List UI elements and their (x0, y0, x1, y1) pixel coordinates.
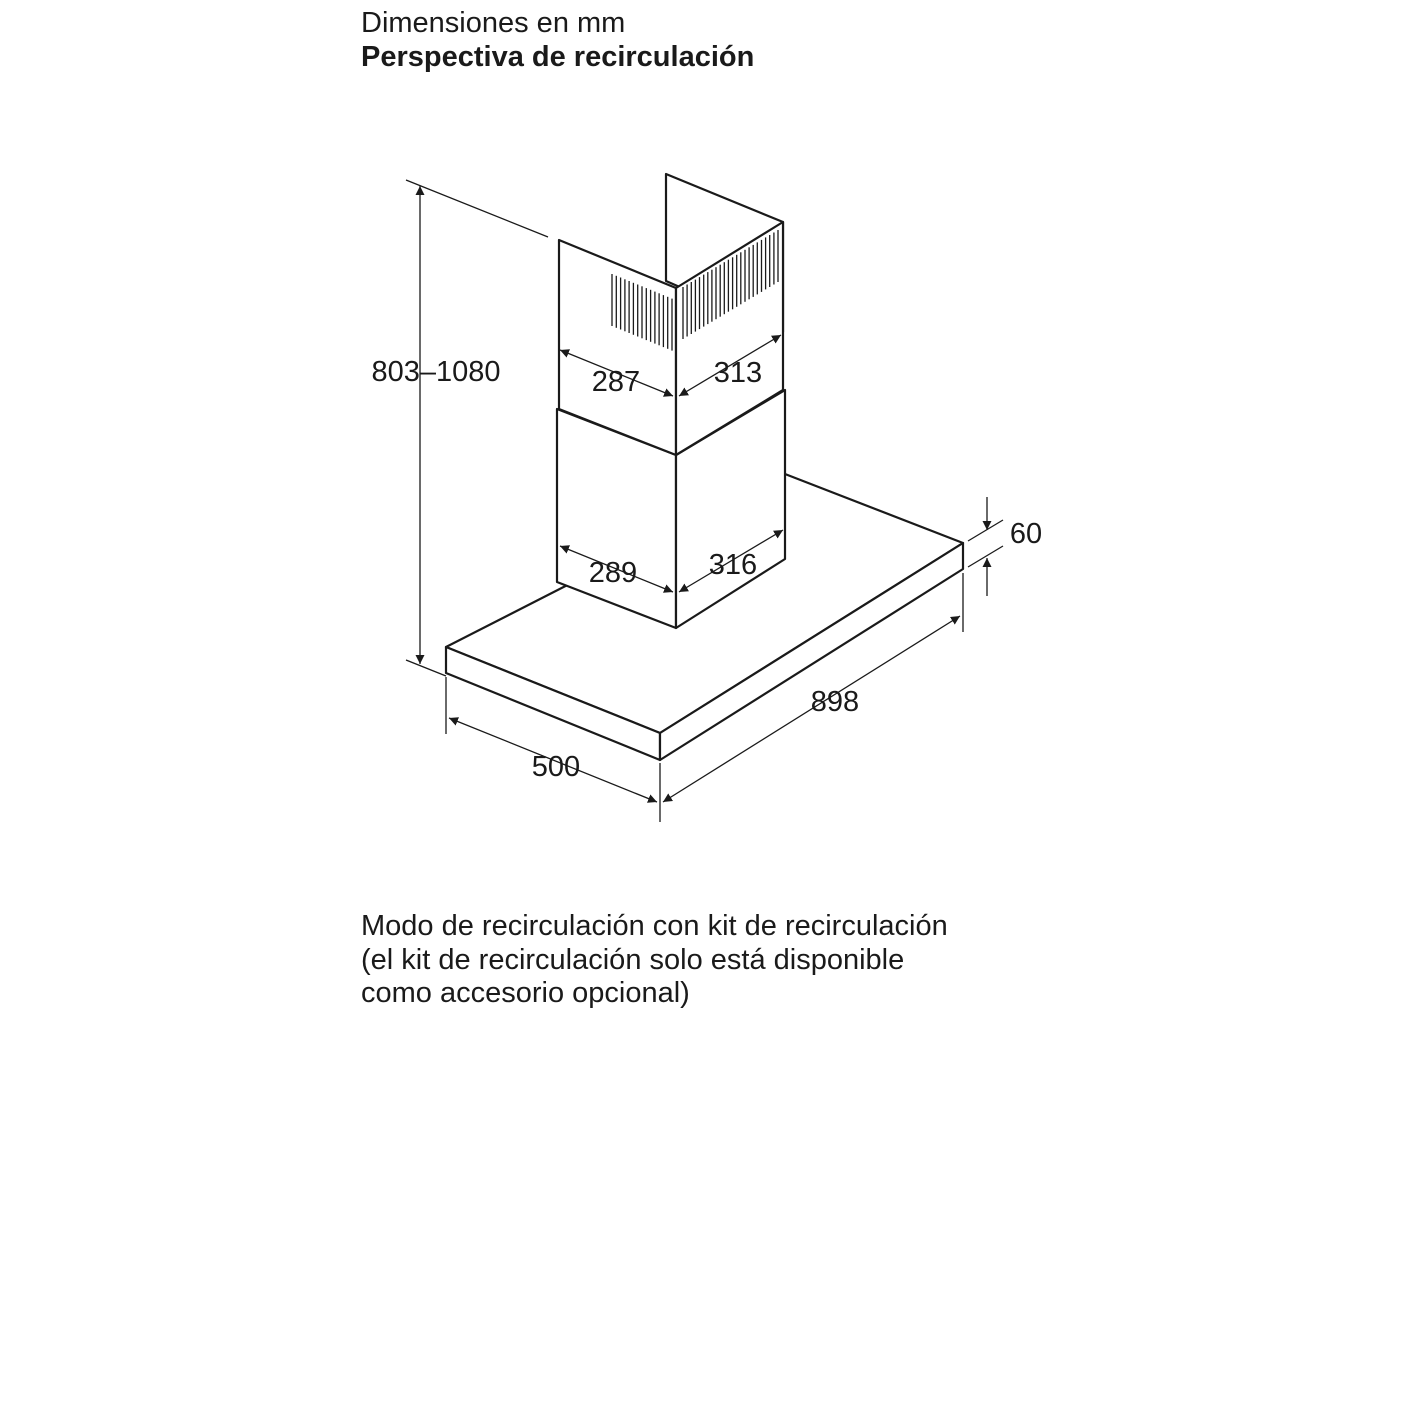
units-subtitle: Dimensiones en mm (361, 7, 626, 39)
height-extension-bottom (406, 660, 446, 676)
thickness-extension-top (968, 520, 1003, 541)
height-extension-top (406, 180, 548, 237)
dim-canopy-thickness (968, 497, 1042, 596)
caption-line-3: como accesorio opcional) (361, 977, 690, 1009)
thickness-extension-bottom (968, 546, 1003, 567)
depth-label: 500 (531, 751, 581, 783)
lower-width-label: 289 (588, 557, 638, 589)
caption-line-1: Modo de recirculación con kit de recirculación (361, 910, 948, 942)
lower-depth-label: 316 (708, 549, 758, 581)
height-label: 803–1080 (371, 356, 501, 388)
thickness-label: 60 (1009, 518, 1043, 550)
caption (361, 910, 948, 1011)
view-title: Perspectiva de recirculación (361, 41, 755, 73)
width-label: 898 (810, 686, 860, 718)
upper-width-label: 287 (591, 366, 641, 398)
upper-depth-label: 313 (713, 357, 763, 389)
dim-total-height (371, 180, 548, 676)
caption-line-2: (el kit de recirculación solo está disponible (361, 943, 905, 976)
